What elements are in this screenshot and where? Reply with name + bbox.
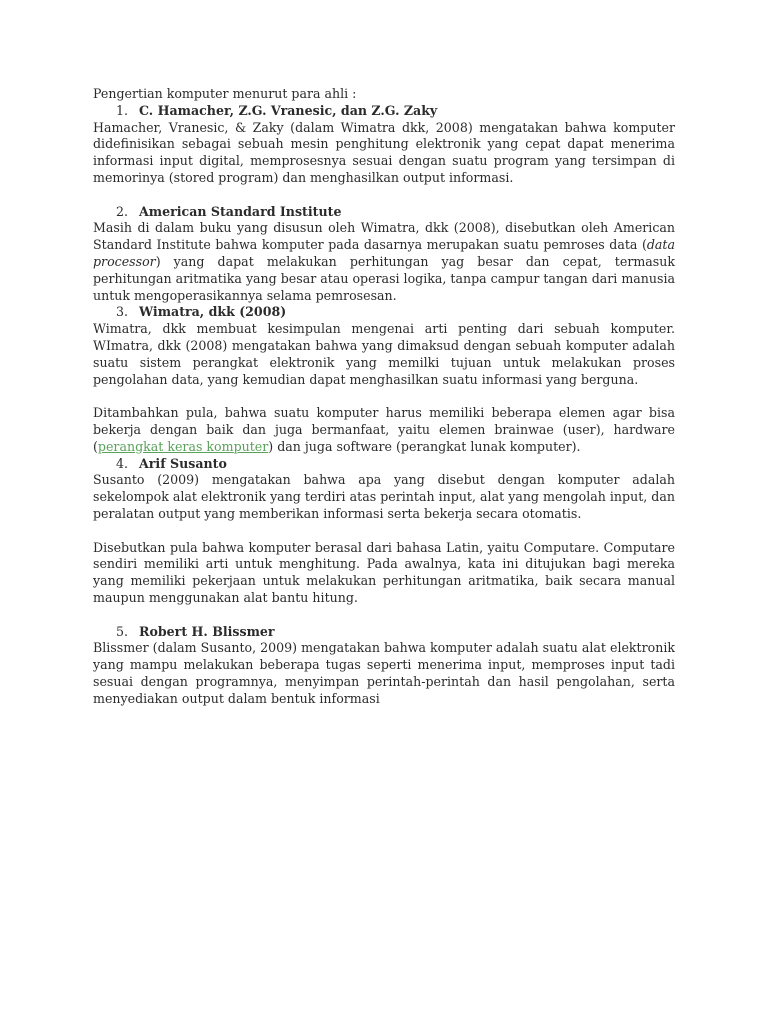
section-1-title: C. Hamacher, Z.G. Vranesic, dan Z.G. Zaky xyxy=(139,102,438,118)
section-1-number: 1. xyxy=(116,102,129,118)
section-3-number: 3. xyxy=(116,304,129,320)
intro-text: Pengertian komputer menurut para ahli : xyxy=(93,86,357,101)
section-4-title: Arif Susanto xyxy=(139,455,227,471)
section-2-paragraph xyxy=(93,220,675,304)
section-3-heading xyxy=(93,304,675,321)
section-1-heading xyxy=(93,103,675,120)
section-2-text-after: ) yang dapat melakukan perhitungan yag besar dan cepat, termasuk perhitungan aritmatika yang besar atau operasi logika, tanpa campur tangan dari manusia untuk mengoperasikannya selama pemrosesan. xyxy=(93,253,676,303)
spacer xyxy=(93,523,675,540)
section-2-title: American Standard Institute xyxy=(139,203,342,219)
spacer xyxy=(93,187,675,204)
section-4-heading xyxy=(93,456,675,473)
section-5-title: Robert H. Blissmer xyxy=(139,623,275,639)
section-5-paragraph: Blissmer (dalam Susanto, 2009) mengatakan bahwa komputer adalah suatu alat elektronik yang mampu melakukan beberapa tugas seperti menerima input, memproses input tadi sesuai dengan programnya, menyimpan perintah-perintah dan hasil pengolahan, serta menyediakan output dalam bentuk informasi xyxy=(93,640,675,706)
section-5-number: 5. xyxy=(116,623,129,639)
spacer xyxy=(93,388,675,405)
section-2-text-before: Masih di dalam buku yang disusun oleh Wimatra, dkk (2008), disebutkan oleh American Standard Institute bahwa komputer pada dasarnya merupakan suatu pemroses data ( xyxy=(93,220,675,253)
section-2-number: 2. xyxy=(116,203,129,219)
section-4-paragraph-2: Disebutkan pula bahwa komputer berasal dari bahasa Latin, yaitu Computare. Computare sendiri memiliki arti untuk menghitung. Pada awalnya, kata ini ditujukan bagi mereka yang memiliki pekerjaan untuk melakukan perhitungan aritmatika, baik secara manual maupun menggunakan alat bantu hitung. xyxy=(93,539,675,605)
section-3-paragraph-1: Wimatra, dkk membuat kesimpulan mengenai arti penting dari sebuah komputer. WImatra, dkk (2008) mengatakan bahwa yang dimaksud dengan sebuah komputer adalah suatu sistem perangkat elektronik yang memilki tujuan untuk melakukan proses pengolahan data, yang kemudian dapat menghasilkan suatu informasi yang berguna. xyxy=(93,321,675,387)
section-2-heading xyxy=(93,204,675,221)
section-4-number: 4. xyxy=(116,455,129,471)
section-3-paragraph-2 xyxy=(93,405,675,455)
hardware-link[interactable]: perangkat keras komputer xyxy=(97,438,269,454)
section-4-paragraph-1: Susanto (2009) mengatakan bahwa apa yang disebut dengan komputer adalah sekelompok alat elektronik yang terdiri atas perintah input, alat yang mengolah input, dan peralatan output yang memberikan informasi serta bekerja secara otomatis. xyxy=(93,472,675,521)
section-3-text-after: ) dan juga software (perangkat lunak komputer). xyxy=(268,438,581,454)
section-5-heading xyxy=(93,624,675,641)
section-2-italic-term: data processor xyxy=(93,237,675,269)
section-3-text-before: Ditambahkan pula, bahwa suatu komputer harus memiliki beberapa elemen agar bisa bekerja dengan baik dan juga bermanfaat, yaitu elemen brainwae (user), hardware ( xyxy=(93,405,675,454)
section-1-paragraph: Hamacher, Vranesic, & Zaky (dalam Wimatra dkk, 2008) mengatakan bahwa komputer didefinisikan sebagai sebuah mesin penghitung elektronik yang cepat dapat menerima informasi input digital, memprosesnya sesuai dengan suatu program yang tersimpan di memorinya (stored program) dan menghasilkan output informasi. xyxy=(93,119,675,185)
document-page xyxy=(93,86,675,707)
section-3-title: Wimatra, dkk (2008) xyxy=(139,304,287,320)
spacer xyxy=(93,607,675,624)
